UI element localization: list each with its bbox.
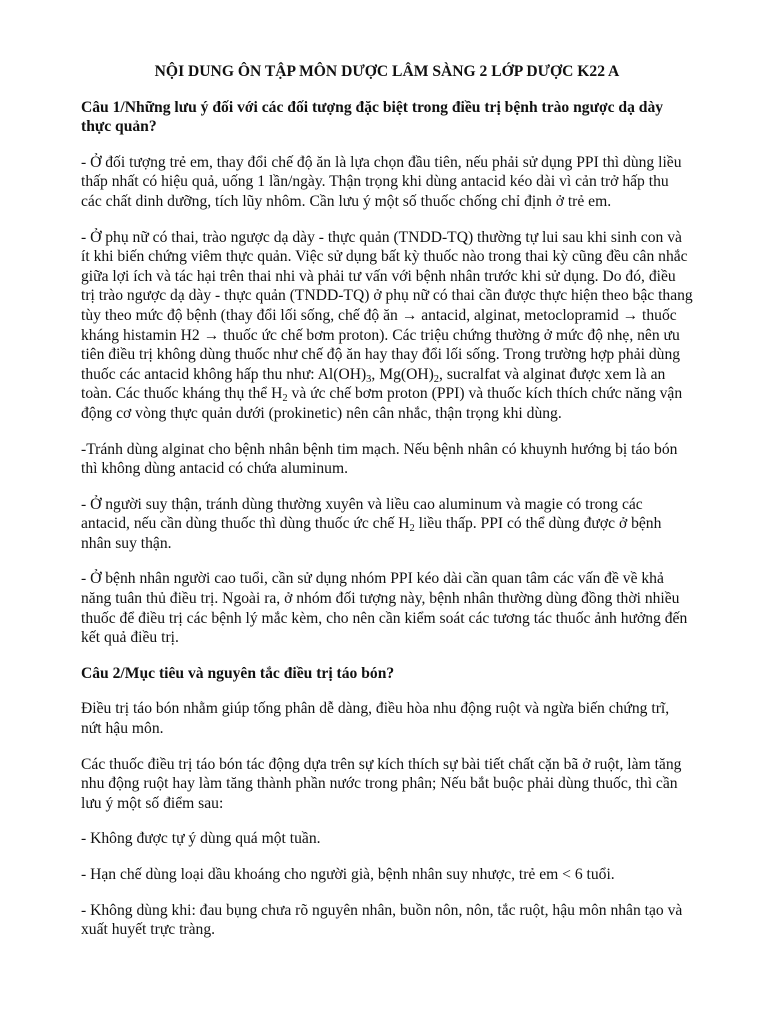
text-run: - Ở người suy thận, tránh dùng thường xuyên và liều cao aluminum và magie có trong các antacid, nếu cần dùng thuốc thì dùng thuốc ức chế H [81,495,643,533]
q1-paragraph-renal [81,495,693,554]
text-run: , Mg(OH) [371,365,434,383]
q1-paragraph-children: - Ở đối tượng trẻ em, thay đổi chế độ ăn là lựa chọn đầu tiên, nếu phải sử dụng PPI thì dùng liều thấp nhất có hiệu quả, uống 1 lần/ngày. Thận trọng khi dùng antacid kéo dài vì cản trở hấp thu các chất dinh dưỡng, tích lũy nhôm. Cần lưu ý một số thuốc chống chỉ định ở trẻ em. [81,153,682,210]
q2-bullet-1: - Không được tự ý dùng quá một tuần. [81,830,321,848]
text-run: , sucralfat và alginat được xem là an toàn. Các thuốc kháng thụ thể H [81,365,666,403]
subscript: 2 [433,373,440,385]
q1-paragraph-elderly: - Ở bệnh nhân người cao tuổi, cần sử dụng nhóm PPI kéo dài cần quan tâm các vấn đề về khả năng tuân thủ điều trị. Ngoài ra, ở nhóm đối tượng này, bệnh nhân thường dùng đồng thời nhiều thuốc để điều trị các bệnh lý mắc kèm, cho nên cần kiểm soát các tương tác thuốc ảnh hưởng đến kết quả điều trị. [81,570,688,647]
text-run: liều thấp. PPI có thể dùng được ở bệnh nhân suy thận. [81,515,662,552]
q2-bullet-2: - Hạn chế dùng loại dầu khoáng cho người già, bệnh nhân suy nhược, trẻ em < 6 tuổi. [81,866,615,883]
question-2-heading: Câu 2/Mục tiêu và nguyên tắc điều trị táo bón? [81,664,395,682]
text-run: - Ở phụ nữ có thai, trào ngược dạ dày - thực quản (TNDD-TQ) thường tự lui sau khi sinh con và ít khi biến chứng viêm thực quản. Việc sử dụng bất kỳ thuốc nào trong thai kỳ cũng đều cân nhắc giữa lợi ích và tác hại trên thai nhi và phải tư vấn với bệnh nhân trước khi sử dụng. Do đó, điều trị trào ngược dạ dày - thực quản (TNDD-TQ) ở phụ nữ có thai cần được thực hiện theo bậc thang tùy theo mức độ bệnh (thay đổi lối sống, chế độ ăn → antacid, alginat, metoclopramid → thuốc kháng histamin H2 → thuốc ức chế bơm proton). Các triệu chứng thường ở mức độ nhẹ, nên ưu tiên điều trị không dùng thuốc như chế độ ăn hay thay đổi lối sống. Trong trường hợp phải dùng thuốc các antacid không hấp thu như: Al(OH) [81,228,693,383]
document-title: NỘI DUNG ÔN TẬP MÔN DƯỢC LÂM SÀNG 2 LỚP DƯỢC K22 A [154,63,620,80]
document-page [81,62,693,956]
q1-paragraph-pregnancy [81,228,693,424]
q1-paragraph-alginat: -Tránh dùng alginat cho bệnh nhân bệnh tim mạch. Nếu bệnh nhân có khuynh hướng bị táo bón thì không dùng antacid có chứa aluminum. [81,440,678,478]
q2-paragraph-principles: Các thuốc điều trị táo bón tác động dựa trên sự kích thích sự bài tiết chất cặn bã ở ruột, làm tăng nhu động ruột hay làm tăng thành phần nước trong phân; Nếu bắt buộc phải dùng thuốc, thì cần lưu ý một số điểm sau: [81,755,682,812]
q2-bullet-3: - Không dùng khi: đau bụng chưa rõ nguyên nhân, buồn nôn, nôn, tắc ruột, hậu môn nhân tạo và xuất huyết trực tràng. [81,901,683,939]
q2-paragraph-goal: Điều trị táo bón nhằm giúp tống phân dễ dàng, điều hòa nhu động ruột và ngừa biến chứng trĩ, nứt hậu môn. [81,700,670,738]
text-run: và ức chế bơm proton (PPI) và thuốc kích thích chức năng vận động cơ vòng thực quản dưới (prokinetic) nên cân nhắc, thận trọng khi dùng. [81,385,683,422]
question-1-heading: Câu 1/Những lưu ý đối với các đối tượng đặc biệt trong điều trị bệnh trào ngược dạ dày thực quản? [81,98,664,136]
subscript: 3 [366,373,372,385]
subscript: 2 [409,523,415,535]
subscript: 2 [282,393,288,405]
